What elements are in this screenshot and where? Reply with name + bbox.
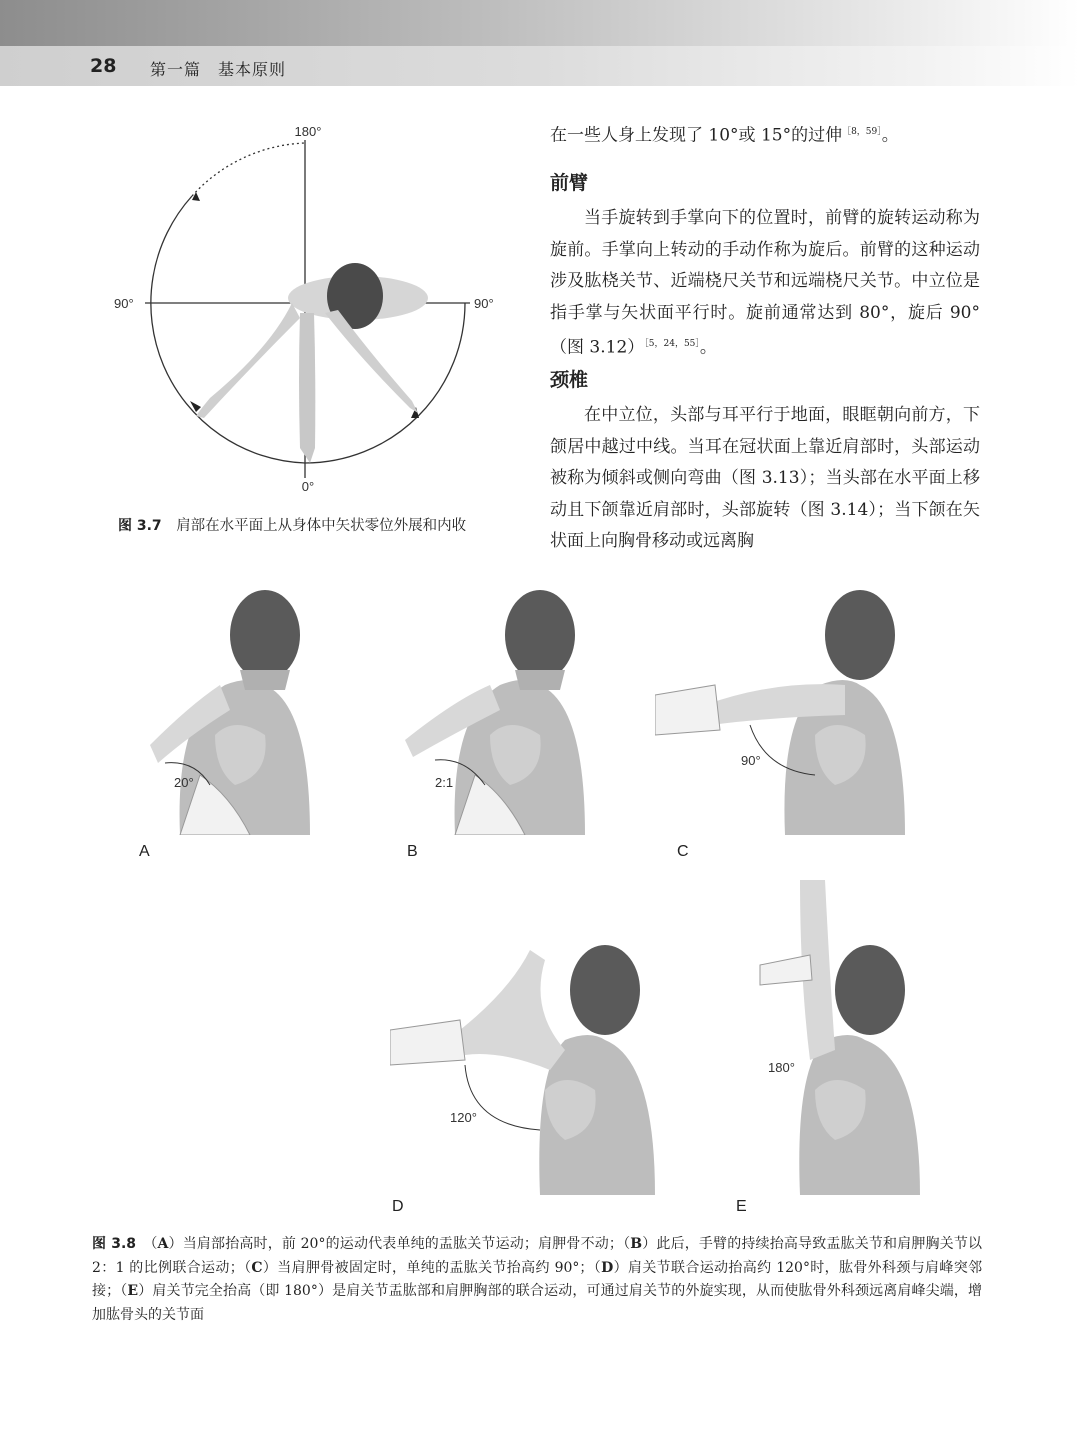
caption-mark-b: B — [630, 1236, 643, 1252]
forearm-text: 当手旋转到手掌向下的位置时，前臂的旋转运动称为旋前。手掌向上转动的手动作称为旋后。前臂的这种运动涉及肱桡关节、近端桡尺关节和远端桡尺关节。中立位是指手掌与矢状面平行时。旋前通常达到 80°，旋后 90°（图 3.12） — [550, 208, 980, 358]
figure-3-7-caption — [118, 514, 466, 535]
figure-3-8-panel-a — [140, 585, 350, 835]
chapter-title: 第一篇 基本原则 — [150, 60, 287, 79]
angle-c: 90° — [741, 753, 761, 768]
caption-text-e: 肩关节完全抬高（即 180°）是肩关节盂肱部和肩胛胸部的联合运动，可通过肩关节的外旋实现，从而使肱骨外科颈远离肩峰尖端，增加肱骨头的关节面 — [92, 1283, 983, 1323]
intro-reference: ［8，59］ — [842, 127, 882, 137]
caption-label: 图 3.7 — [118, 518, 162, 534]
intro-text: 在一些人身上发现了 10°或 15°的过伸 — [550, 125, 843, 146]
arrow-upper-left — [192, 192, 200, 201]
panel-letter-c: C — [677, 843, 689, 860]
page-number: 28 — [90, 55, 117, 77]
figure-3-8-panel-b — [395, 585, 625, 835]
label-90-right: 90° — [474, 296, 494, 311]
forearm-heading: 前臂 — [550, 172, 589, 194]
caption-mark-e: E — [127, 1283, 139, 1299]
figure-3-8-panel-c — [655, 585, 940, 835]
caption-text-d: 肩关节联合运动抬高约 120°时，肱骨外科颈与肩峰突邻接； — [92, 1259, 983, 1299]
figure-3-7 — [100, 118, 520, 508]
panel-letter-b: B — [407, 843, 418, 860]
label-180: 180° — [294, 124, 322, 139]
cervical-paragraph: 在中立位，头部与耳平行于地面，眼眶朝向前方，下颌居中越过中线。当耳在冠状面上靠近肩部时，头部运动被称为倾斜或侧向弯曲（图 3.13）；当头部在水平面上移动且下颌靠近肩部时，头部旋转（图 3.14）；当下颌在矢状面上向胸骨移动或远离胸 — [550, 405, 980, 551]
angle-d: 120° — [450, 1110, 477, 1125]
caption-mark-c: C — [251, 1259, 263, 1276]
label-0: 0° — [301, 479, 315, 494]
range-arc-dotted — [192, 143, 305, 196]
angle-b: 2:1 — [435, 775, 454, 790]
caption-text-b: 此后，手臂的持续抬高导致盂肱关节和肩胛胸关节以 2：1 的比例联合运动； — [92, 1236, 983, 1276]
intro-end: 。 — [881, 125, 899, 146]
forearm-end: 。 — [699, 337, 717, 358]
figure-3-8-panel-e — [730, 870, 950, 1195]
caption-text-a: 当肩部抬高时，前 20°的运动代表单纯的盂肱关节运动；肩胛骨不动； — [182, 1236, 623, 1252]
panel-letter-d: D — [392, 1198, 404, 1215]
cervical-heading: 颈椎 — [550, 369, 589, 391]
caption-label: 图 3.8 — [92, 1236, 137, 1252]
body-top-view-illustration — [196, 263, 428, 463]
panel-letter-a: A — [139, 843, 150, 860]
label-90-left: 90° — [114, 296, 134, 311]
caption-text: 肩部在水平面上从身体中矢状零位外展和内收 — [176, 518, 467, 534]
panel-letter-e: E — [736, 1198, 747, 1215]
figure-3-8-caption: 图 3.8 （A）当肩部抬高时，前 20°的运动代表单纯的盂肱关节运动；肩胛骨不动；（B）此后，手臂的持续抬高导致盂肱关节和肩胛胸关节以 2：1 的比例联合运动；（C）当肩胛骨被固定时，单纯的盂肱关节抬高约 90°；（D）肩关节联合运动抬高约 120°时，肱骨外科颈与肩峰突邻接；（E）肩关节完全抬高（即 180°）是肩关节盂肱部和肩胛胸部的联合运动，可通过肩关节的外旋实现，从而使肱骨外科颈远离肩峰尖端，增加肱骨头的关节面 — [92, 1236, 983, 1323]
figure-3-8-panel-d — [390, 940, 670, 1195]
caption-text-c: 当肩胛骨被固定时，单纯的盂肱关节抬高约 90°； — [277, 1259, 594, 1276]
forearm-paragraph — [550, 203, 980, 364]
intro-paragraph — [550, 117, 980, 152]
caption-mark-a: A — [157, 1236, 169, 1252]
angle-e: 180° — [768, 1060, 795, 1075]
caption-mark-d: D — [601, 1259, 614, 1276]
forearm-reference: ［5，24，55］ — [644, 339, 700, 349]
angle-a: 20° — [174, 775, 194, 790]
